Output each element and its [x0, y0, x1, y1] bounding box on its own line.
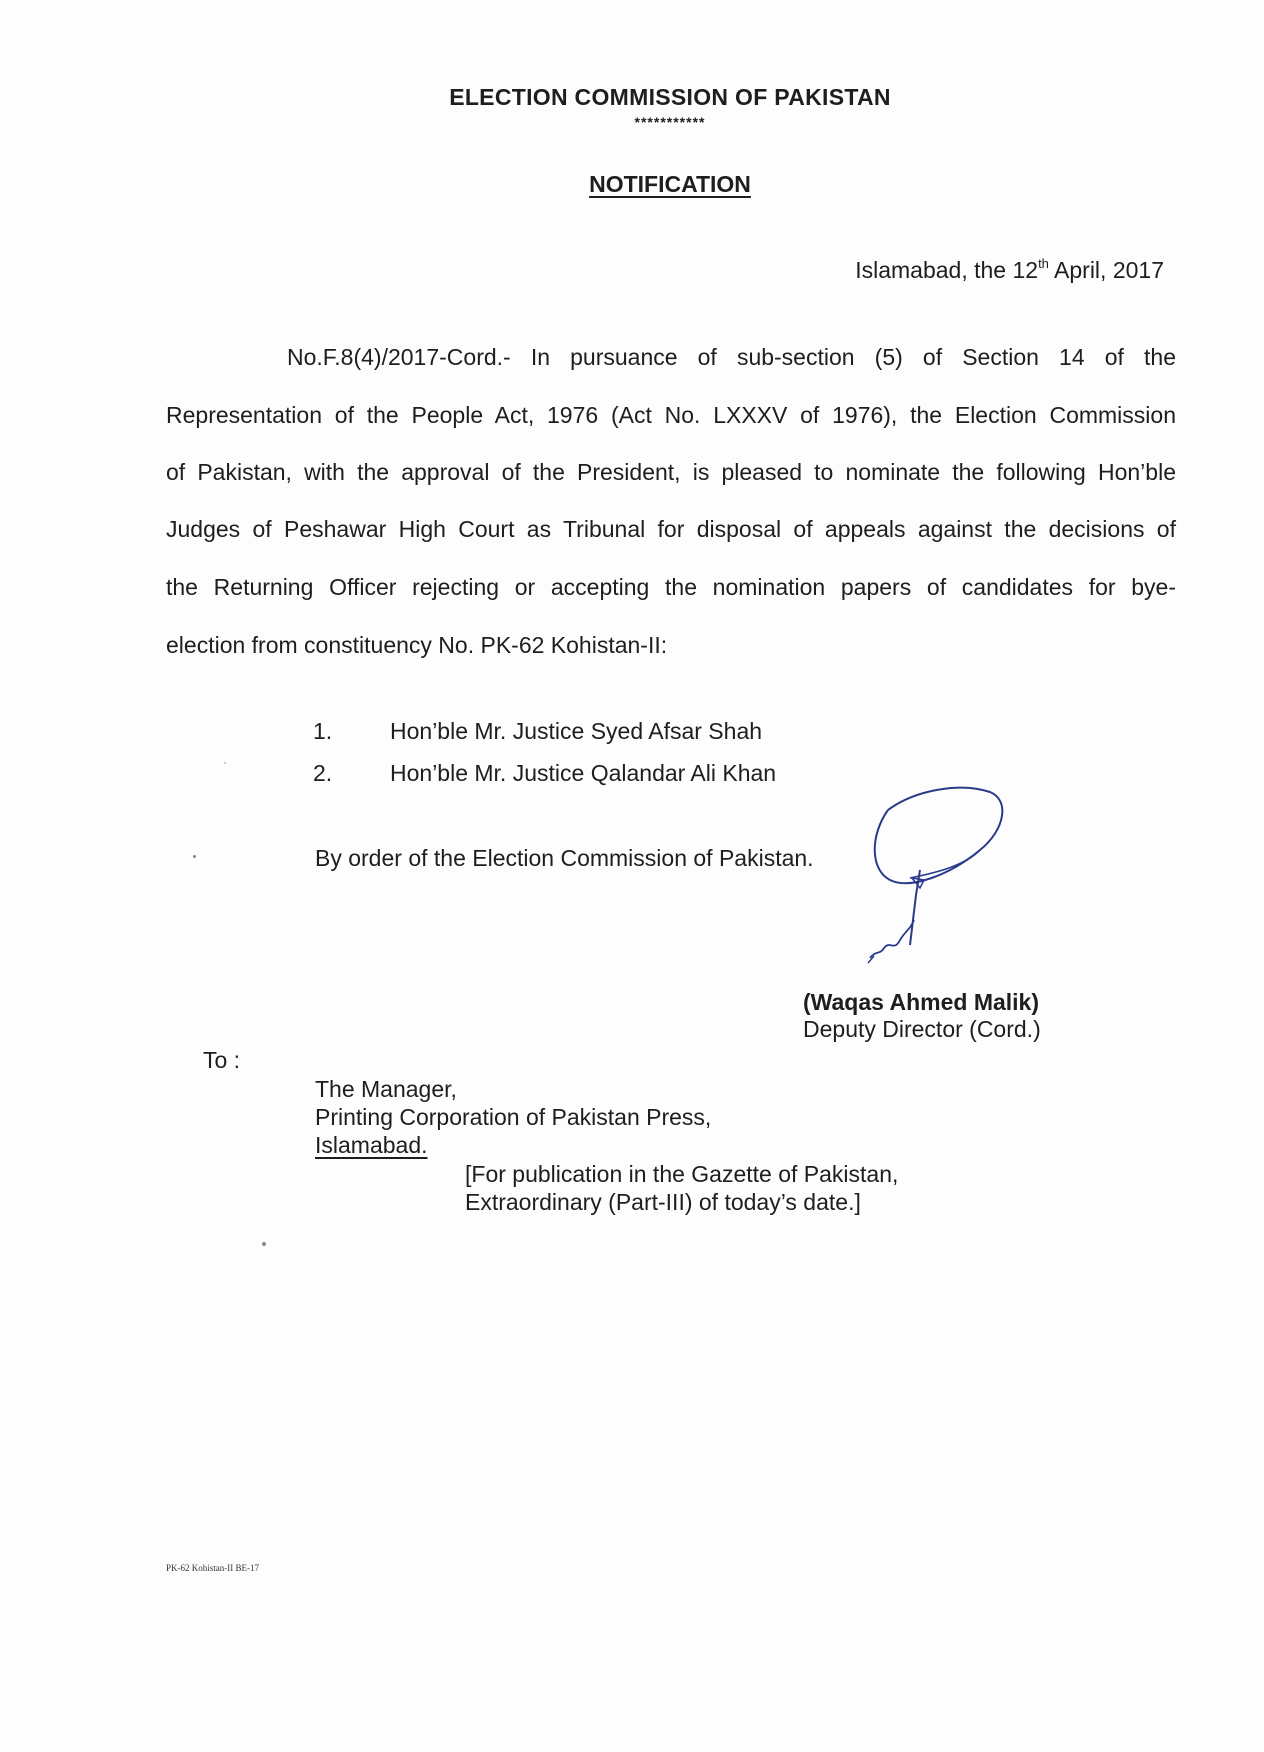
judge-number-1: 1. [313, 718, 333, 744]
footer-reference: PK-62 Kohistan-II BE-17 [166, 1563, 259, 1573]
heading-divider-stars: *********** [634, 114, 706, 130]
body-line-4: Judges of Peshawar High Court as Tribunal for disposal of appeals against the decisions of [166, 516, 1176, 542]
body-line-5: the Returning Officer rejecting or accepting the nomination papers of candidates for bye- [166, 574, 1176, 600]
to-label: To : [203, 1047, 241, 1073]
body-line-6: election from constituency No. PK-62 Kohistan-II: [166, 632, 668, 658]
notification-title: NOTIFICATION [589, 171, 751, 197]
scan-speck [262, 1242, 266, 1246]
dateline-suffix: April, 2017 [1048, 257, 1164, 283]
order-line: By order of the Election Commission of Pakistan. [315, 845, 814, 871]
organization-heading: ELECTION COMMISSION OF PAKISTAN [449, 84, 891, 110]
handwritten-signature [840, 780, 1030, 980]
dateline-prefix: Islamabad, the 12 [855, 257, 1039, 283]
body-line-1: No.F.8(4)/2017-Cord.- In pursuance of sub-section (5) of Section 14 of the [287, 344, 1176, 370]
judge-name-2: Hon’ble Mr. Justice Qalandar Ali Khan [390, 760, 777, 786]
recipient-line-2: Printing Corporation of Pakistan Press, [315, 1104, 712, 1130]
scan-speck [224, 762, 226, 764]
recipient-line-1: The Manager, [315, 1076, 457, 1102]
recipient-line-3: Islamabad. [315, 1132, 428, 1158]
signatory-name: (Waqas Ahmed Malik) [803, 989, 1039, 1015]
dateline-superscript: th [1038, 256, 1049, 271]
judge-number-2: 2. [313, 760, 333, 786]
signatory-designation: Deputy Director (Cord.) [803, 1016, 1041, 1042]
dateline [855, 257, 1164, 284]
body-line-2: Representation of the People Act, 1976 (Act No. LXXXV of 1976), the Election Commission [166, 402, 1176, 428]
body-line-3: of Pakistan, with the approval of the President, is pleased to nominate the following Hon’ble [166, 459, 1176, 485]
judge-name-1: Hon’ble Mr. Justice Syed Afsar Shah [390, 718, 763, 744]
publication-note-2: Extraordinary (Part-III) of today’s date.] [465, 1189, 861, 1215]
publication-note-1: [For publication in the Gazette of Pakistan, [465, 1161, 899, 1187]
scan-speck [193, 855, 196, 858]
